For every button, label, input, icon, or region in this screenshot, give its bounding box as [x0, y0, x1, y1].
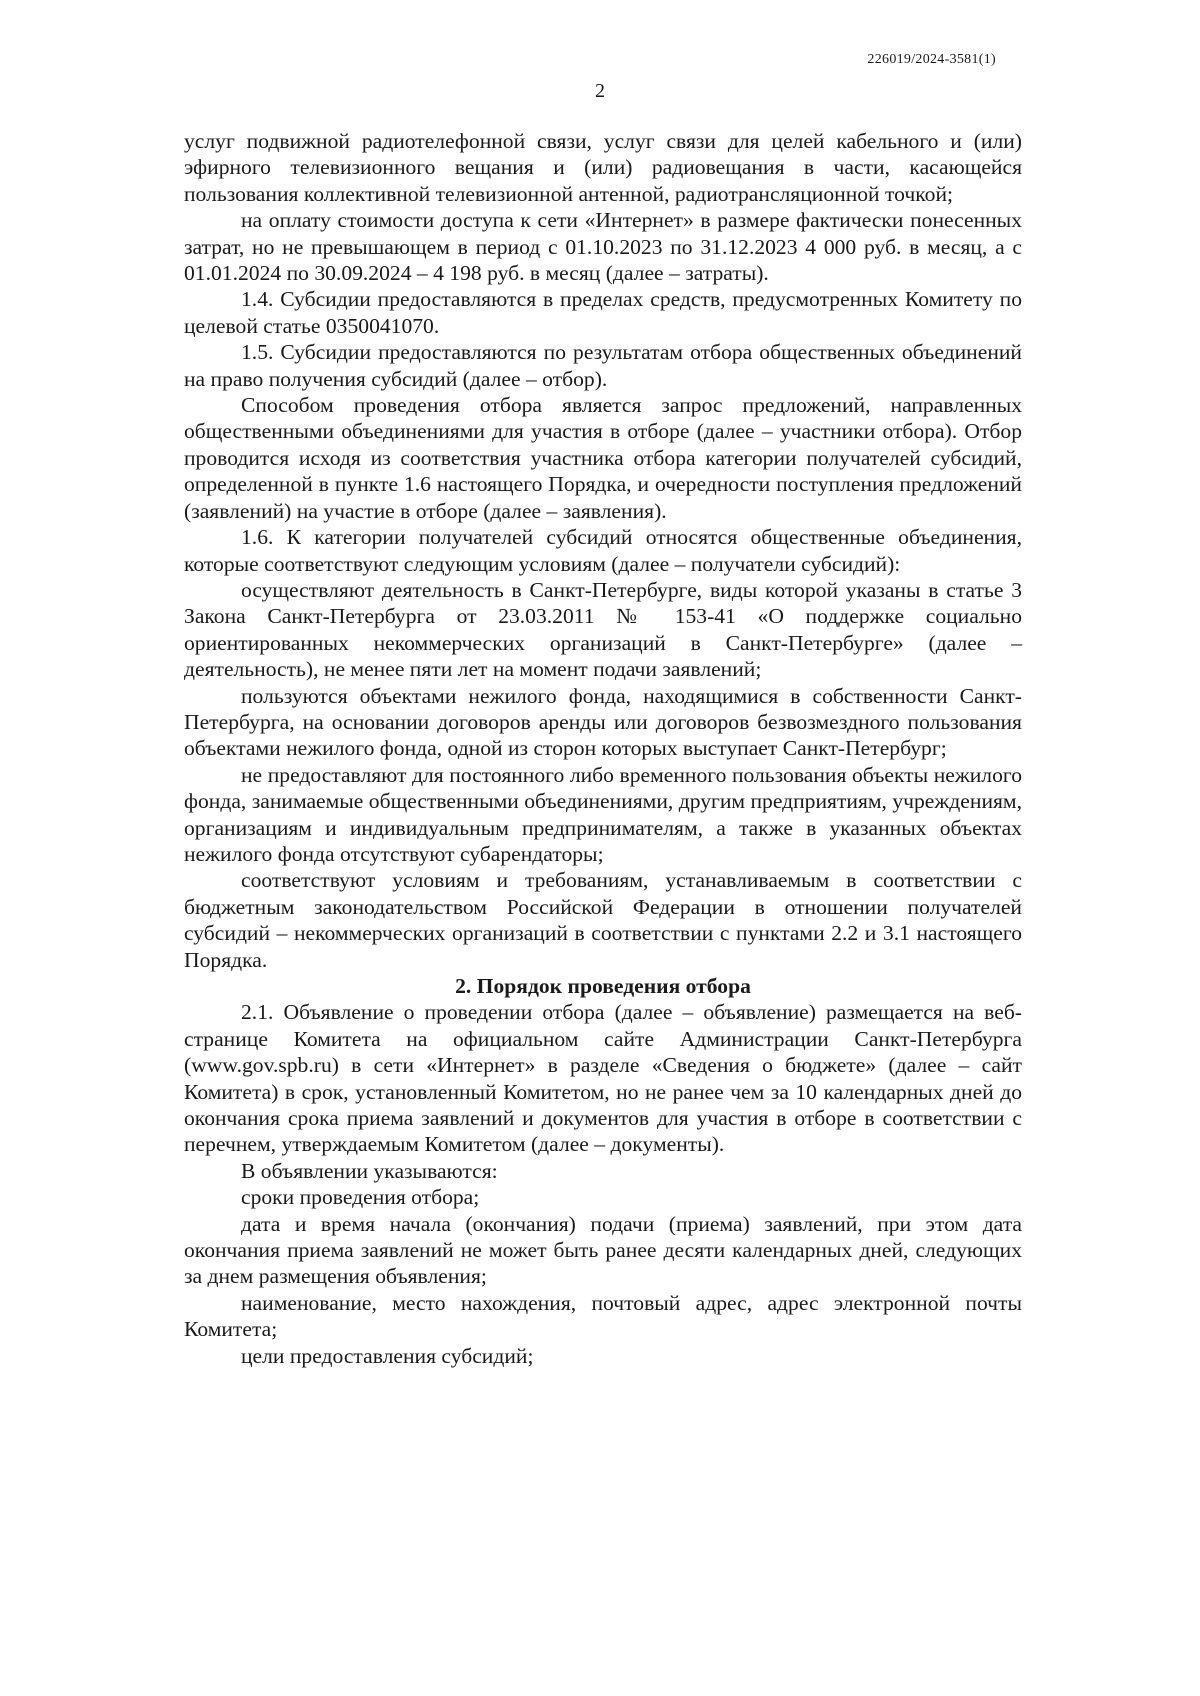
page-number: 2 — [595, 80, 605, 102]
paragraph: пользуются объектами нежилого фонда, находящимися в собственности Санкт-Петербурга, на основании договоров аренды или договоров безвозмездного пользования объектами нежилого фонда, одной из сторон которых выступает Санкт-Петербург; — [184, 683, 1022, 761]
section-heading: 2. Порядок проведения отбора — [455, 974, 751, 998]
paragraph: 1.4. Субсидии предоставляются в пределах средств, предусмотренных Комитету по целевой статье 0350041070. — [184, 287, 1022, 338]
document-number: 226019/2024-3581(1) — [867, 52, 996, 67]
paragraph: В объявлении указываются: — [241, 1158, 498, 1183]
paragraph: 2.1. Объявление о проведении отбора (далее – объявление) размещается на веб-странице Комитета на официальном сайте Администрации Санкт-Петербурга (www.gov.spb.ru) в сети «Интернет» в разделе «Сведения о бюджете» (далее – сайт Комитета) в срок, установленный Комитетом, но не ранее чем за 10 календарных дней до окончания срока приема заявлений и документов для участия в отборе в соответствии с перечнем, утверждаемым Комитетом (далее – документы). — [184, 1000, 1022, 1157]
paragraph: Способом проведения отбора является запрос предложений, направленных общественными объединениями для участия в отборе (далее – участники отбора). Отбор проводится исходя из соответствия участника отбора категории получателей субсидий, определенной в пункте 1.6 настоящего Порядка, и очередности поступления предложений (заявлений) на участие в отборе (далее – заявления). — [184, 393, 1022, 523]
paragraph: соответствуют условиям и требованиям, устанавливаемым в соответствии с бюджетным законодательством Российской Федерации в отношении получателей субсидий – некоммерческих организаций в соответствии с пунктами 2.2 и 3.1 настоящего Порядка. — [184, 868, 1022, 972]
paragraph: 1.5. Субсидии предоставляются по результатам отбора общественных объединений на право получения субсидий (далее – отбор). — [184, 340, 1022, 391]
paragraph: не предоставляют для постоянного либо временного пользования объекты нежилого фонда, занимаемые общественными объединениями, другим предприятиям, учреждениям, организациям и индивидуальным предпринимателям, а также в указанных объектах нежилого фонда отсутствуют субарендаторы; — [184, 762, 1022, 866]
paragraph: услуг подвижной радиотелефонной связи, услуг связи для целей кабельного и (или) эфирного телевизионного вещания и (или) радиовещания в части, касающейся пользования коллективной телевизионной антенной, радиотрансляционной точкой; — [184, 129, 1022, 206]
paragraph: 1.6. К категории получателей субсидий относятся общественные объединения, которые соответствуют следующим условиям (далее – получатели субсидий): — [184, 525, 1022, 576]
document-body — [184, 128, 1022, 1369]
paragraph: цели предоставления субсидий; — [241, 1343, 534, 1368]
paragraph: наименование, место нахождения, почтовый адрес, адрес электронной почты Комитета; — [184, 1290, 1022, 1342]
paragraph: на оплату стоимости доступа к сети «Интернет» в размере фактически понесенных затрат, но не превышающем в период с 01.10.2023 по 31.12.2023 4 000 руб. в месяц, а с 01.01.2024 по 30.09.2024 – 4 198 руб. в месяц (далее – затраты). — [184, 208, 1022, 286]
paragraph: осуществляют деятельность в Санкт-Петербурге, виды которой указаны в статье 3 Закона Санкт-Петербурга от 23.03.2011 № 153-41 «О поддержке социально ориентированных некоммерческих организаций в Санкт-Петербурге» (далее – деятельность), не менее пяти лет на момент подачи заявлений; — [184, 577, 1022, 682]
paragraph: дата и время начала (окончания) подачи (приема) заявлений, при этом дата окончания приема заявлений не может быть ранее десяти календарных дней, следующих за днем размещения объявления; — [184, 1211, 1022, 1289]
paragraph: сроки проведения отбора; — [241, 1185, 480, 1210]
